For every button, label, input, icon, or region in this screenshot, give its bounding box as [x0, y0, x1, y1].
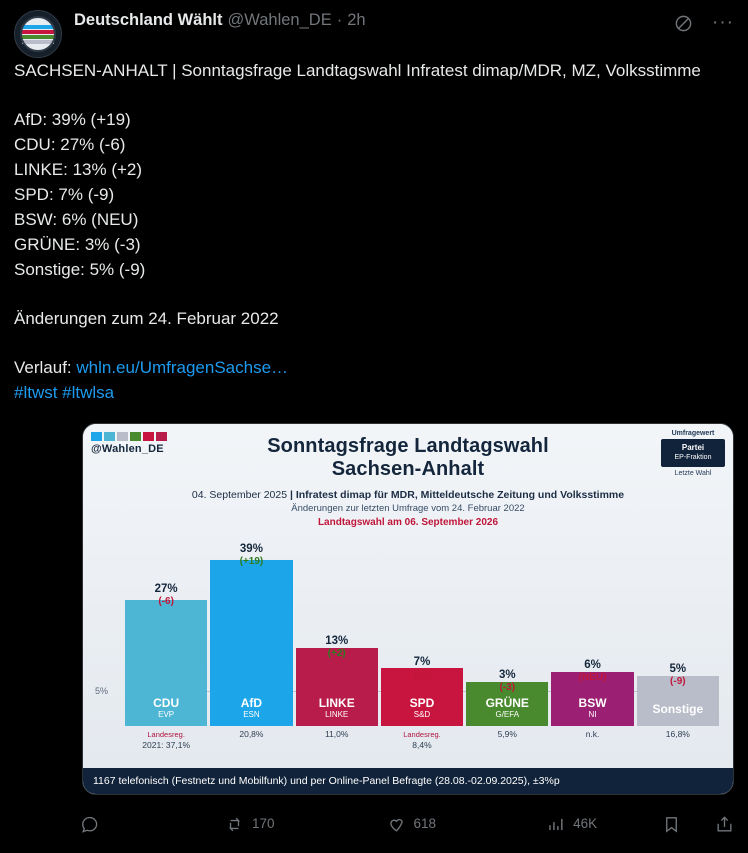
bar-spd: [381, 542, 463, 760]
bar-party-bsw: BSW: [578, 696, 607, 710]
legend-top-label: Umfragewert: [671, 430, 715, 437]
bar-value-afd: 39%: [239, 543, 263, 555]
bar-change-cdu: (-6): [158, 596, 174, 607]
bar-label-cdu: [125, 692, 207, 726]
chart-date: 04. September 2025: [191, 489, 288, 501]
bar-prev-flag-cdu: Landesreg.: [147, 730, 185, 739]
spacer: [14, 83, 734, 107]
bar-change-bsw: (NEU): [578, 672, 607, 683]
result-line-sonstige: Sonstige: 5% (-9): [14, 260, 146, 279]
bar-prev-bsw: [551, 726, 633, 760]
legend-box: [661, 439, 725, 467]
bar-party-cdu: CDU: [153, 696, 180, 710]
reply-icon: [80, 815, 99, 834]
bar-bsw: [551, 542, 633, 760]
result-line-linke: LINKE: 13% (+2): [14, 160, 143, 179]
bar-change-spd: (-9): [414, 669, 430, 680]
bar-prev-spd: [381, 726, 463, 760]
reply-button[interactable]: [80, 815, 107, 834]
like-button[interactable]: [387, 815, 437, 834]
bar-label-afd: [210, 692, 292, 726]
result-line-gruene: GRÜNE: 3% (-3): [14, 235, 141, 254]
chart-header: [83, 424, 733, 528]
heart-icon: [387, 815, 406, 834]
bar-rect-cdu: [125, 600, 207, 692]
bar-rect-afd: [210, 560, 292, 692]
chart-legend: [661, 430, 725, 477]
action-bar: [14, 807, 734, 841]
bar-value-sonstige: 5%: [669, 663, 687, 675]
bar-prev-sonstige: [637, 726, 719, 760]
axis-tick-5: 5%: [95, 686, 109, 696]
bar-prev-value-gruene: 5,9%: [497, 729, 517, 739]
views-count: 46K: [573, 816, 598, 831]
views-button[interactable]: [546, 815, 597, 834]
comparison-note: Änderungen zum 24. Februar 2022: [14, 309, 279, 328]
media-card[interactable]: [82, 423, 734, 795]
chart-date-line: [83, 489, 733, 501]
bar-label-gruene: [466, 692, 548, 726]
bar-prev-gruene: [466, 726, 548, 760]
bar-change-linke: (+2): [327, 648, 346, 659]
bar-prev-value-cdu: 2021: 37,1%: [142, 740, 190, 750]
chart-institute: | Infratest dimap für MDR, Mitteldeutsche Zeitung und Volksstimme: [289, 489, 625, 501]
bar-change-afd: (+19): [239, 556, 264, 567]
chart-plot: [95, 542, 719, 760]
bar-fraction-afd: ESN: [243, 710, 260, 719]
spacer-2: [14, 282, 734, 306]
bar-value-gruene: 3%: [498, 669, 516, 681]
bar-value-cdu: 27%: [154, 583, 178, 595]
chart-election-line: Landtagswahl am 06. September 2026: [317, 517, 499, 528]
bar-value-spd: 7%: [413, 656, 431, 668]
chart-change-line: Änderungen zur letzten Umfrage vom 24. Februar 2022: [291, 503, 525, 514]
result-line-cdu: CDU: 27% (-6): [14, 135, 126, 154]
chart-title: Sonntagsfrage Landtagswahl: [267, 435, 549, 457]
more-options-icon[interactable]: ···: [712, 12, 734, 33]
author-display-name[interactable]: Deutschland Wählt: [74, 11, 223, 29]
retweet-icon: [225, 815, 244, 834]
chart-bars: [125, 542, 719, 760]
timestamp[interactable]: 2h: [347, 11, 366, 29]
bar-sonstige: [637, 542, 719, 760]
bar-fraction-linke: LINKE: [325, 710, 349, 719]
author-line: [74, 10, 734, 31]
bar-value-bsw: 6%: [584, 659, 601, 671]
hashtags[interactable]: #ltwst #ltwlsa: [14, 383, 115, 402]
bar-gruene: [466, 542, 548, 760]
tweet-header: [14, 10, 734, 58]
bar-party-afd: AfD: [240, 696, 263, 710]
bar-linke: [296, 542, 378, 760]
bar-prev-value-linke: 11,0%: [324, 729, 349, 739]
bar-party-spd: SPD: [409, 696, 435, 710]
bar-label-spd: [381, 692, 463, 726]
logo-color-bars: [91, 432, 167, 441]
bar-fraction-gruene: G/EFA: [495, 710, 520, 719]
bar-label-bsw: [551, 692, 633, 726]
bar-fraction-bsw: NI: [588, 710, 597, 719]
bookmark-button[interactable]: [662, 815, 681, 834]
header-actions: [672, 12, 734, 34]
legend-fraction-label: EP-Fraktion: [674, 454, 712, 461]
hashtags-line: [14, 381, 734, 405]
tweet-body: [14, 59, 734, 405]
bar-prev-cdu: [125, 726, 207, 760]
bar-label-linke: [296, 692, 378, 726]
bar-change-gruene: (-3): [499, 682, 516, 693]
share-button[interactable]: [715, 815, 734, 834]
like-count: 618: [413, 816, 437, 831]
bar-prev-flag-spd: Landesreg.: [403, 730, 441, 739]
bar-prev-linke: [296, 726, 378, 760]
avatar[interactable]: [14, 10, 62, 58]
bar-party-gruene: GRÜNE: [485, 696, 529, 710]
bar-party-sonstige: Sonstige: [652, 702, 704, 716]
result-line-afd: AfD: 39% (+19): [14, 110, 131, 129]
bar-prev-value-bsw: n.k.: [585, 729, 600, 739]
bar-fraction-cdu: EVP: [158, 710, 175, 719]
bar-prev-value-sonstige: 16,8%: [665, 729, 690, 739]
bar-label-sonstige: [637, 692, 719, 726]
share-icon: [715, 815, 734, 834]
bar-party-linke: LINKE: [318, 696, 355, 710]
bar-value-linke: 13%: [325, 635, 349, 647]
logo-text: @Wahlen_DE: [91, 443, 164, 455]
chart-watermark: [91, 432, 167, 455]
legend-bottom-label: Letzte Wahl: [674, 470, 712, 477]
bar-prev-value-spd: 8,4%: [412, 740, 432, 750]
spacer-3: [14, 331, 734, 355]
separator-dot: ·: [336, 11, 343, 29]
bar-prev-value-afd: 20,8%: [239, 729, 264, 739]
author-handle[interactable]: @Wahlen_DE: [227, 11, 332, 29]
result-line-spd: SPD: 7% (-9): [14, 185, 115, 204]
bar-fraction-spd: S&D: [413, 710, 431, 719]
result-line-bsw: BSW: 6% (NEU): [14, 210, 139, 229]
poll-chart: [83, 424, 733, 794]
verlauf-link[interactable]: whln.eu/UmfragenSachse…: [76, 358, 289, 377]
link-prefix: Verlauf:: [14, 358, 77, 377]
views-icon: [546, 815, 565, 834]
bar-afd: [210, 542, 292, 760]
bar-change-sonstige: (-9): [670, 676, 686, 687]
legend-party-label: Partei: [681, 443, 705, 452]
chart-footnote: 1167 telefonisch (Festnetz und Mobilfunk) und per Online-Panel Befragte (28.08.-02.09.2025), ±3%p: [83, 768, 733, 794]
bookmark-icon: [662, 815, 681, 834]
link-line: [14, 356, 734, 380]
retweet-button[interactable]: [225, 815, 275, 834]
bar-cdu: [125, 542, 207, 760]
tweet-text-headline: SACHSEN-ANHALT | Sonntagsfrage Landtagswahl Infratest dimap/MDR, MZ, Volksstimme: [14, 61, 701, 80]
retweet-count: 170: [252, 816, 275, 831]
bar-prev-afd: [210, 726, 292, 760]
no-entry-icon[interactable]: [672, 12, 694, 34]
chart-subtitle: Sachsen-Anhalt: [331, 458, 485, 480]
